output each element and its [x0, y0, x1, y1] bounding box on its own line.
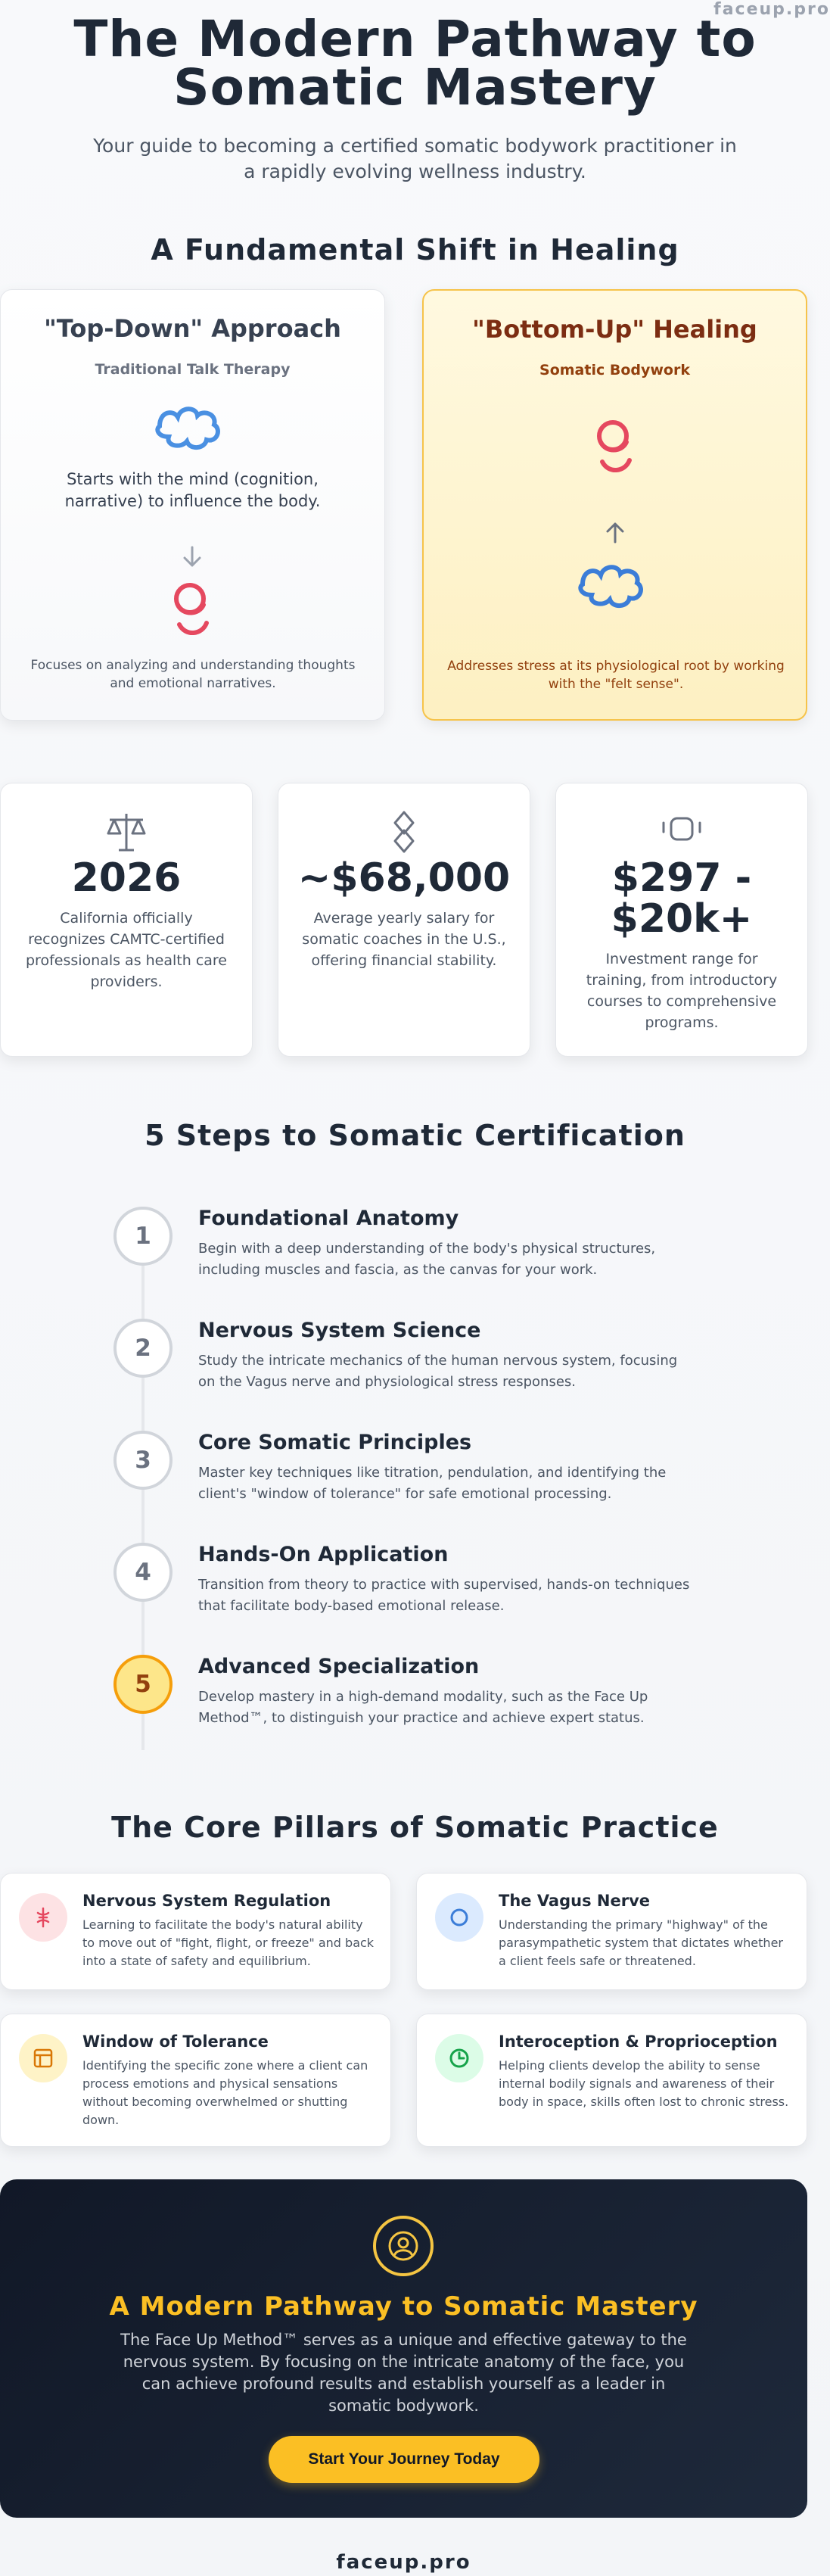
top-down-title: "Top-Down" Approach — [44, 314, 341, 343]
step-number: 1 — [113, 1207, 173, 1266]
pillar-icon-wrap — [19, 2034, 67, 2082]
cta-banner — [0, 2179, 807, 2518]
stat-desc: Average yearly salary for somatic coaches in the U.S., offering financial stability. — [302, 910, 506, 969]
bottom-up-title: "Bottom-Up" Healing — [472, 315, 757, 344]
frame-icon — [659, 809, 704, 855]
mind-swirl-icon — [169, 582, 214, 643]
nerve-icon — [32, 1906, 54, 1929]
step-title: Nervous System Science — [198, 1319, 481, 1342]
pillars-section-title: The Core Pillars of Somatic Practice — [111, 1811, 719, 1844]
stat-desc: Investment range for training, from introductory courses to comprehensive programs. — [586, 951, 778, 1031]
clock-icon — [448, 2047, 471, 2070]
step-title: Core Somatic Principles — [198, 1431, 472, 1454]
pillar-desc: Helping clients develop the ability to sense internal bodily signals and awareness of their body in space, skills often lost to chronic stress. — [499, 2058, 789, 2109]
cta-text: The Face Up Method™ serves as a unique and effective gateway to the nervous system. By focusing on the intricate anatomy of the face, you can achieve profound results and establish yourself as a leader in somatic bodywork. — [120, 2331, 687, 2415]
pillar-title: Nervous System Regulation — [82, 1892, 331, 1910]
step-title: Advanced Specialization — [198, 1655, 480, 1678]
step-number: 2 — [113, 1319, 173, 1378]
top-down-subtitle: Traditional Talk Therapy — [95, 361, 291, 378]
stat-value: ~$68,000 — [297, 855, 511, 901]
pillar-desc: Identifying the specific zone where a client can process emotions and physical sensations without becoming overwhelmed or shutting down. — [82, 2058, 368, 2127]
pillar-title: Interoception & Proprioception — [499, 2032, 778, 2051]
pillar-icon-wrap — [435, 1893, 483, 1942]
steps-timeline — [0, 1175, 830, 1780]
pillar-desc: Understanding the primary "highway" of the parasympathetic system that dictates whether a client feels safe or threatened. — [499, 1917, 783, 1968]
step-title: Hands-On Application — [198, 1543, 449, 1566]
pillars-grid — [0, 1873, 830, 2147]
approach-comparison — [0, 289, 830, 721]
step-number: 5 — [113, 1655, 173, 1714]
steps-section-title: 5 Steps to Somatic Certification — [145, 1119, 685, 1152]
arrow-up-icon — [604, 519, 626, 545]
pillar-card — [0, 2014, 391, 2147]
stats-row — [0, 783, 830, 1057]
step-number: 4 — [113, 1543, 173, 1602]
bottom-up-subtitle: Somatic Bodywork — [539, 362, 690, 378]
step-desc: Develop mastery in a high-demand modality, such as the Face Up Method™, to distinguish your practice and achieve expert status. — [198, 1689, 648, 1726]
step-number: 3 — [113, 1431, 173, 1490]
stat-value: 2026 — [71, 855, 182, 901]
stat-value: $297 - $20k+ — [611, 855, 753, 942]
step-title: Foundational Anatomy — [198, 1207, 459, 1230]
pillar-icon-wrap — [19, 1893, 67, 1942]
pillar-title: Window of Tolerance — [82, 2032, 269, 2051]
top-down-footer: Focuses on analyzing and understanding thoughts and emotional narratives. — [30, 658, 356, 691]
user-icon-ring — [373, 2216, 434, 2276]
stat-card — [555, 783, 808, 1057]
body-squiggle-icon — [151, 396, 226, 456]
top-down-card — [0, 289, 385, 721]
pillar-desc: Learning to facilitate the body's natural ability to move out of "fight, flight, or freeze" and back into a state of safety and equilibrium. — [82, 1917, 375, 1968]
pillar-card — [0, 1873, 391, 1990]
shift-section-title: A Fundamental Shift in Healing — [151, 233, 679, 266]
bottom-up-footer: Addresses stress at its physiological root by working with the "felt sense". — [447, 659, 785, 692]
bottom-up-card — [422, 289, 807, 721]
stat-card — [278, 783, 530, 1057]
watermark-top: faceup.pro — [713, 0, 830, 19]
user-icon — [387, 2229, 420, 2263]
stat-desc: California officially recognizes CAMTC-certified professionals as health care providers. — [26, 910, 227, 990]
top-down-text: Starts with the mind (cognition, narrative) to influence the body. — [64, 470, 321, 510]
cta-title: A Modern Pathway to Somatic Mastery — [109, 2291, 698, 2322]
window-icon — [32, 2047, 54, 2070]
pillar-title: The Vagus Nerve — [499, 1892, 651, 1910]
step-desc: Study the intricate mechanics of the human nervous system, focusing on the Vagus nerve and physiological stress responses. — [198, 1353, 678, 1390]
circle-icon — [448, 1906, 471, 1929]
step-desc: Transition from theory to practice with supervised, hands-on techniques that facilitate body-based emotional release. — [198, 1577, 690, 1614]
pillar-icon-wrap — [435, 2034, 483, 2082]
hero — [0, 0, 830, 185]
diamond-icon — [381, 809, 427, 855]
pillar-card — [416, 2014, 807, 2147]
stat-card — [0, 783, 253, 1057]
body-squiggle-icon — [574, 554, 649, 615]
start-journey-button[interactable]: Start Your Journey Today — [269, 2436, 539, 2483]
arrow-down-icon — [181, 544, 204, 570]
pillar-card — [416, 1873, 807, 1990]
watermark-bottom: faceup.pro — [336, 2551, 471, 2574]
step-desc: Master key techniques like titration, pendulation, and identifying the client's "window of tolerance" for safe emotional processing. — [198, 1465, 667, 1502]
scales-icon — [104, 809, 149, 855]
mind-swirl-icon — [592, 419, 637, 480]
page-subtitle: Your guide to becoming a certified somatic bodywork practitioner in a rapidly evolving wellness industry. — [93, 135, 737, 182]
step-desc: Begin with a deep understanding of the body's physical structures, including muscles and fascia, as the canvas for your work. — [198, 1241, 656, 1278]
page-title: The Modern Pathway to Somatic Mastery — [73, 10, 757, 117]
